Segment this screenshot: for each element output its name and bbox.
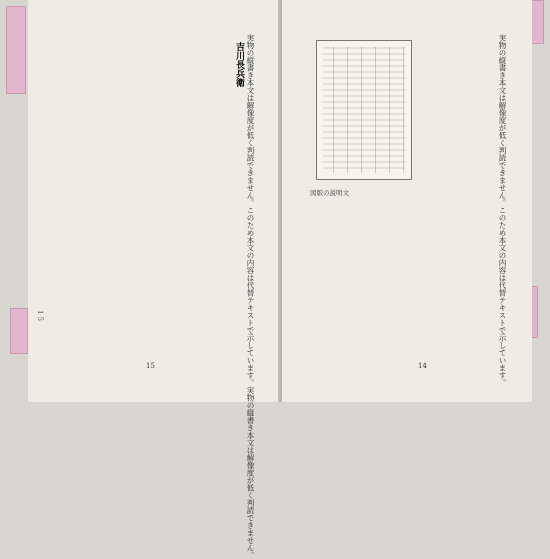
left-page-body-text: 実物の縦書き本文は解像度が低く判読できません。このため本文の内容は代替テキストで示しています。実物の縦書き本文は解像度が低く判読できません。 xyxy=(246,34,255,559)
figure-caption: 図版の説明文 xyxy=(310,189,349,197)
right-page-body-text: 実物の縦書き本文は解像度が低く判読できません。このため本文の内容は代替テキストで示しています。 xyxy=(498,34,507,387)
right-page xyxy=(282,0,532,402)
left-page-tab-top xyxy=(6,6,26,94)
left-page-tab-bottom xyxy=(10,308,28,354)
left-side-note: 1 5 xyxy=(36,310,44,322)
left-page xyxy=(28,0,278,559)
section-title: 吉川長兵衛 xyxy=(234,42,244,87)
handwritten-letter-figure xyxy=(316,40,412,180)
right-page-tab-top xyxy=(530,0,544,44)
left-page-number: 15 xyxy=(146,362,155,370)
right-page-number: 14 xyxy=(418,362,427,370)
